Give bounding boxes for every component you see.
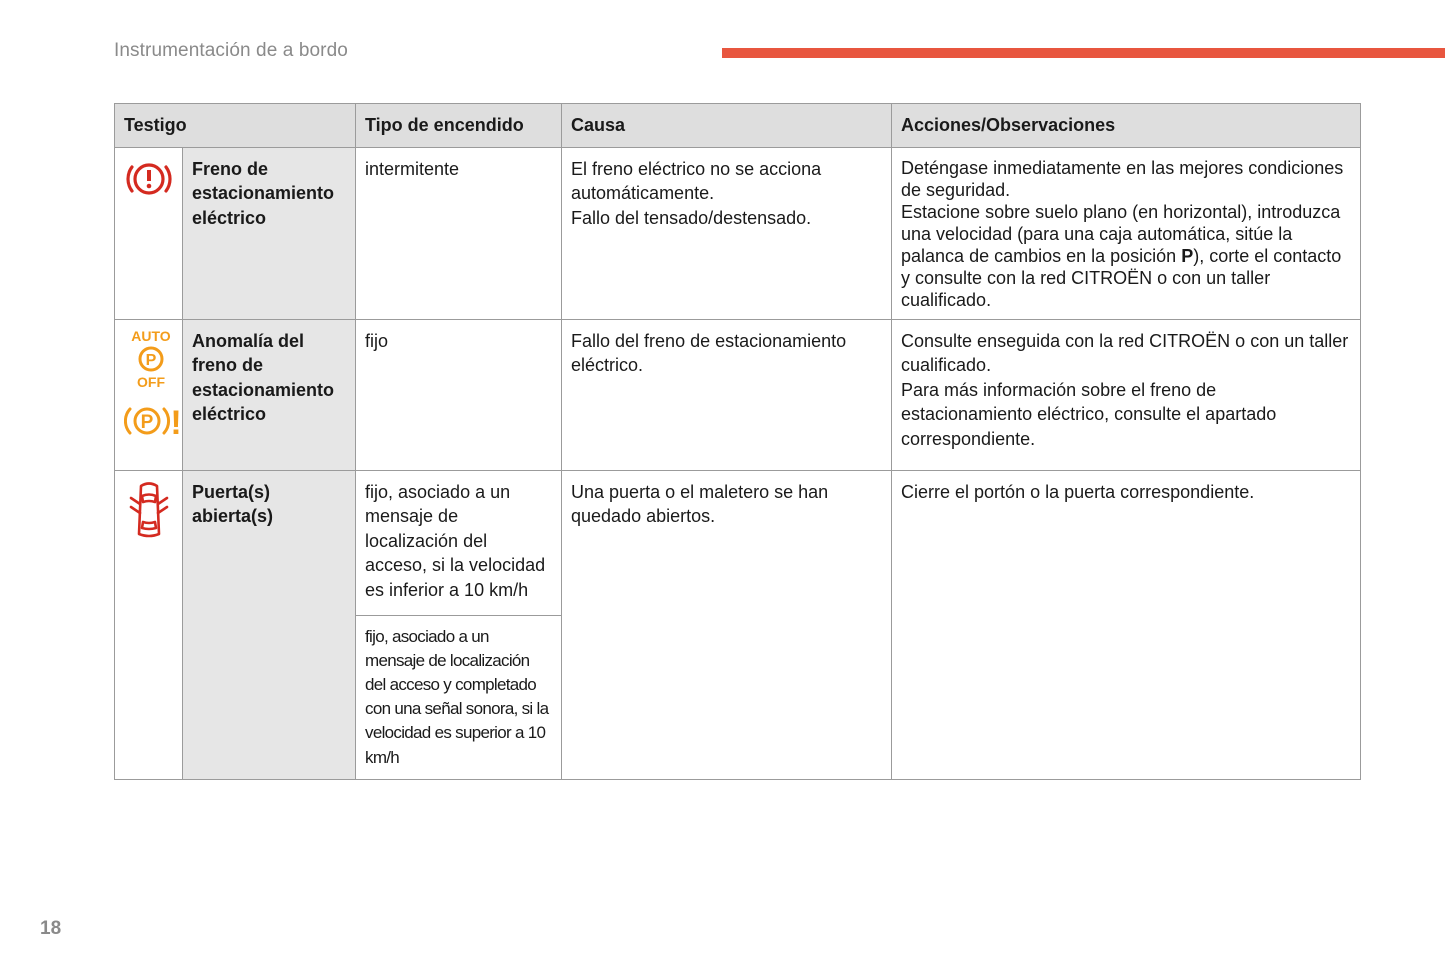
table-row <box>115 319 1361 470</box>
column-header-tipo: Tipo de encendido <box>356 104 562 148</box>
off-label: OFF <box>137 373 165 390</box>
cause-line: El freno eléctrico no se acciona automáticamente. <box>571 158 822 203</box>
exclamation-label: ! <box>170 403 182 441</box>
warning-name: Freno de estacionamiento eléctrico <box>183 147 356 319</box>
page-number: 18 <box>40 918 62 939</box>
gear-position-p: P <box>1181 245 1194 266</box>
column-header-causa: Causa <box>562 104 892 148</box>
lighting-type: fijo <box>356 319 562 470</box>
action-text: Estacione sobre suelo plano (en horizontal), introduzca una velocidad (para una caja automática, sitúe la palanca de cambios en la posición <box>901 201 1341 266</box>
door-open-icon <box>126 480 172 540</box>
cause <box>562 147 892 319</box>
actions <box>892 147 1361 319</box>
parking-brake-warning-icon <box>124 157 174 201</box>
actions <box>892 319 1361 470</box>
cause: Una puerta o el maletero se han quedado abiertos. <box>562 470 892 779</box>
action-line <box>901 201 1351 311</box>
column-header-testigo: Testigo <box>115 104 356 148</box>
parking-brake-fault-icon <box>124 401 184 441</box>
warning-icon-cell <box>115 319 183 470</box>
action-text: ), corte el contacto y consulte con la red CITROËN o con un taller cualificado. <box>901 245 1342 310</box>
warning-name: Anomalía del freno de estacionamiento eléctrico <box>183 319 356 470</box>
warning-lights-table <box>114 103 1361 780</box>
table-row <box>115 147 1361 319</box>
column-header-acciones: Acciones/Observaciones <box>892 104 1361 148</box>
action-line: Para más información sobre el freno de estacionamiento eléctrico, consulte el apartado correspondiente. <box>901 379 1277 449</box>
cause: Fallo del freno de estacionamiento eléctrico. <box>562 319 892 470</box>
p-label: P <box>140 411 154 433</box>
p-label: P <box>145 351 157 369</box>
action-line: Consulte enseguida con la red CITROËN o con un taller cualificado. <box>901 330 1349 375</box>
auto-parking-brake-icon <box>124 329 178 391</box>
header-accent-bar <box>722 48 1445 58</box>
lighting-type: intermitente <box>356 147 562 319</box>
lighting-type: fijo, asociado a un mensaje de localización del acceso y completado con una señal sonora, si la velocidad es superior a 10 km/h <box>356 615 562 779</box>
actions: Cierre el portón o la puerta correspondiente. <box>892 470 1361 779</box>
section-title: Instrumentación de a bordo <box>114 40 348 61</box>
action-line: Deténgase inmediatamente en las mejores condiciones de seguridad. <box>901 157 1344 200</box>
warning-icon-cell <box>115 147 183 319</box>
table-header-row <box>115 104 1361 148</box>
cause-line: Fallo del tensado/destensado. <box>571 207 812 228</box>
table-row <box>115 470 1361 615</box>
warning-icon-cell <box>115 470 183 779</box>
warning-name: Puerta(s) abierta(s) <box>183 470 356 779</box>
lighting-type: fijo, asociado a un mensaje de localización del acceso, si la velocidad es inferior a 10 km/h <box>356 470 562 615</box>
auto-label: AUTO <box>131 328 171 344</box>
